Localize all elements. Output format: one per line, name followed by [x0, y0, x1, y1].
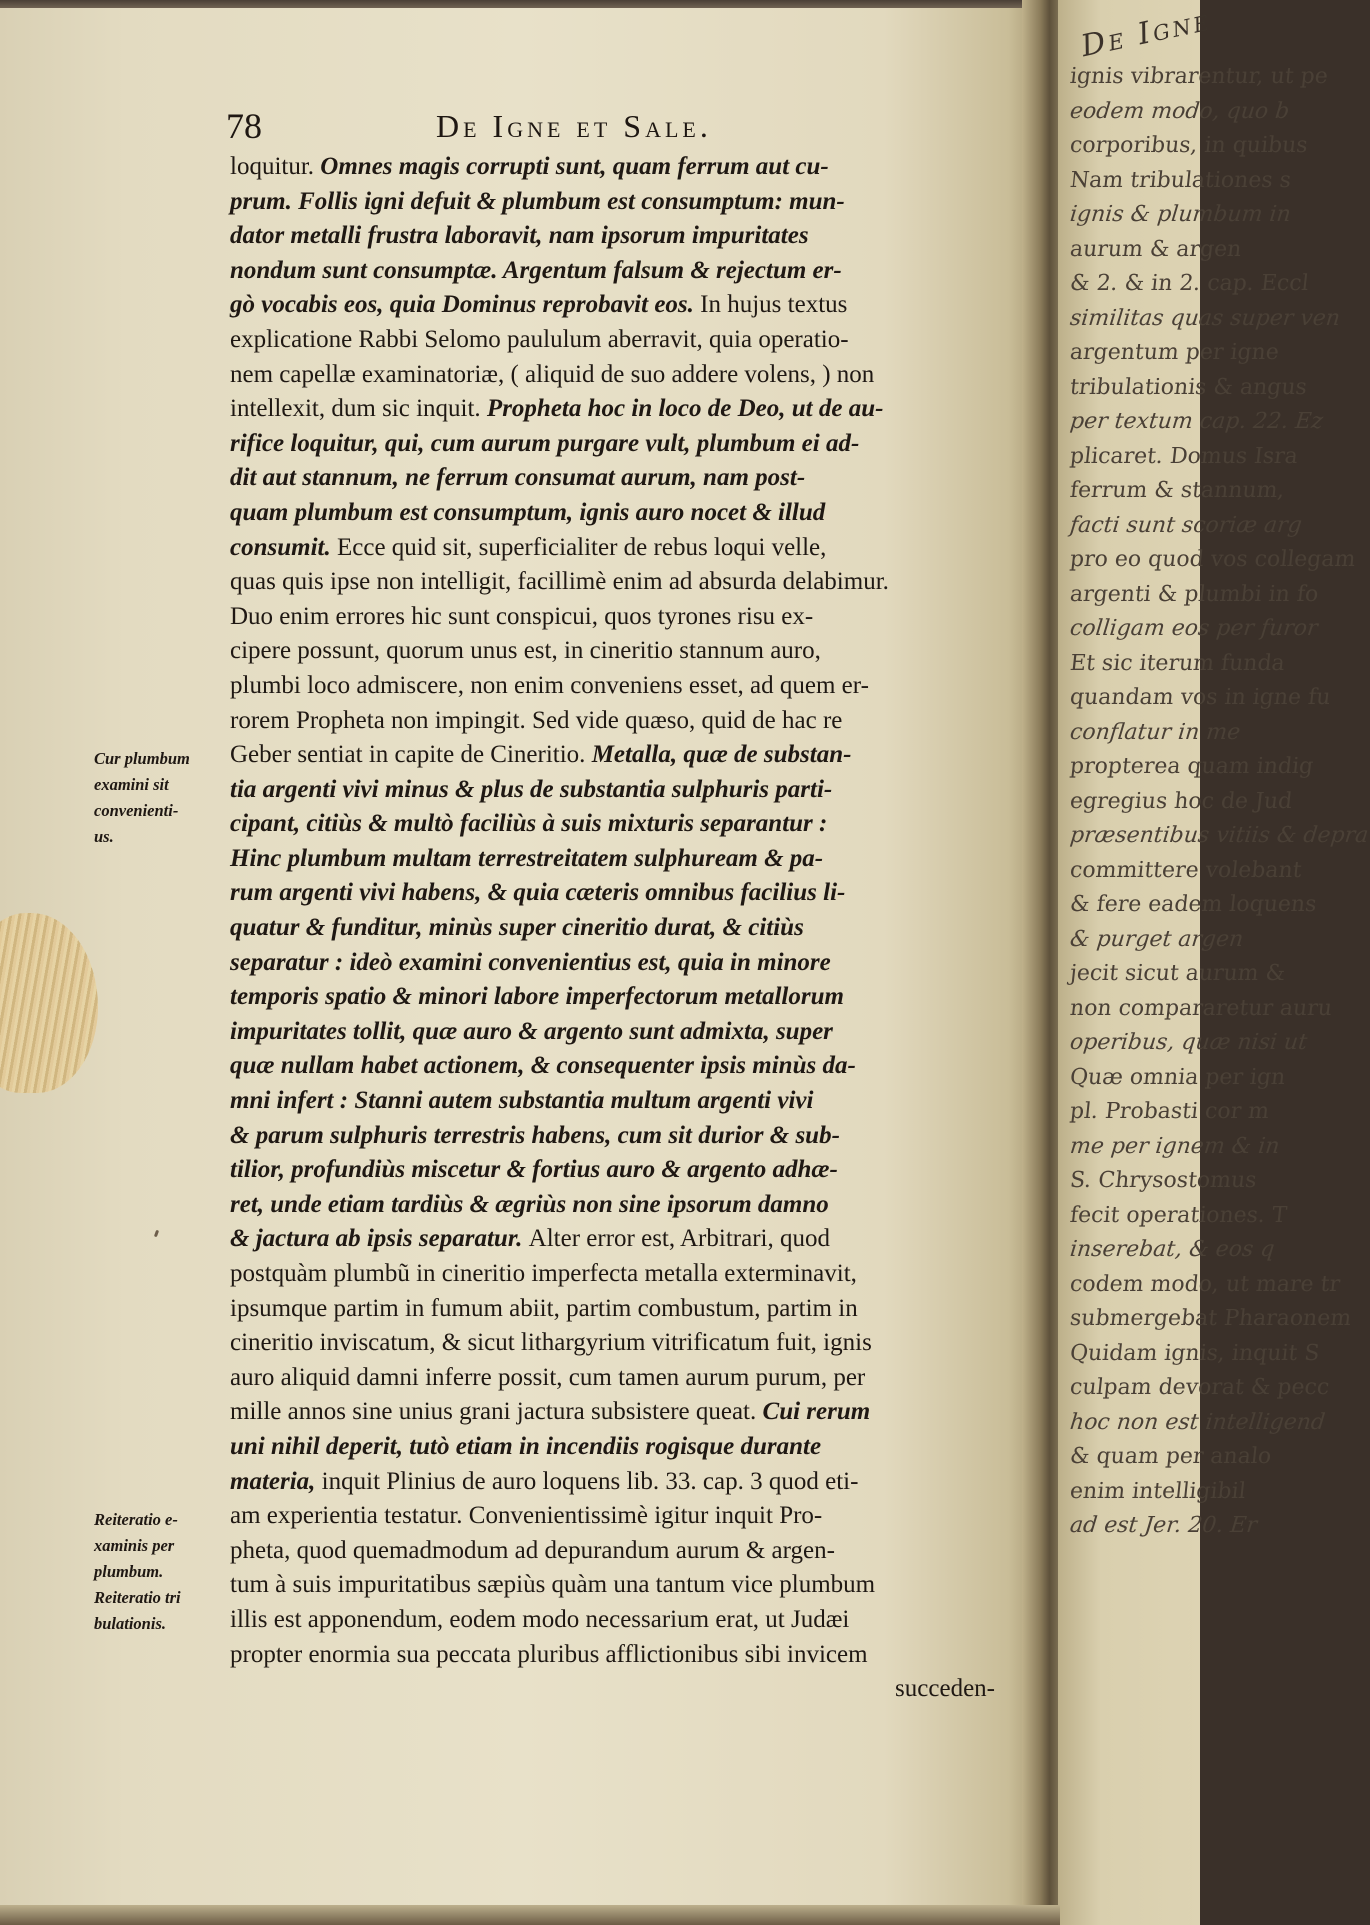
italic-span: mni infert : Stanni autem substantia multum argenti vivi [230, 1087, 814, 1115]
facing-page-line: egregius hoc de Jud [1068, 788, 1294, 814]
text-line [230, 842, 1000, 877]
text-line [230, 1049, 1000, 1084]
text-line [230, 911, 1000, 946]
roman-span: inquit Plinius de auro loquens lib. 33. cap. 3 quod eti- [321, 1467, 859, 1495]
margin-note-line: Reiteratio tri [94, 1588, 181, 1608]
margin-note-line: Cur plumbum [94, 749, 190, 769]
facing-page-head: De Igne [1078, 2, 1215, 65]
margin-note-line: examini sit [94, 775, 169, 795]
roman-span: nem capellæ examinatoriæ, ( aliquid de suo addere volens, ) non [230, 360, 875, 388]
italic-span: Cui rerum [762, 1398, 871, 1426]
roman-span: rorem Propheta non impingit. Sed vide quæso, quid de hac re [230, 706, 843, 734]
facing-page-line: eodem modo, quo b [1068, 98, 1291, 124]
roman-span: pheta, quod quemadmodum ad depurandum aurum & argen- [230, 1536, 835, 1564]
text-line [230, 358, 1000, 393]
facing-page-line: committere volebant [1068, 857, 1303, 883]
facing-page-line: pro eo quod vos collegam [1068, 547, 1357, 572]
text-line [230, 254, 1000, 289]
facing-page-line: ad est Jer. 20. Er [1068, 1513, 1259, 1538]
text-line [230, 1361, 1000, 1396]
italic-span: tia argenti vivi minus & plus de substantia sulphuris parti- [230, 775, 833, 803]
facing-page-line: propterea quam indig [1068, 754, 1315, 779]
roman-span: Geber sentiat in capite de Cineritio. [230, 741, 592, 769]
roman-span: cipere possunt, quorum unus est, in cineritio stannum auro, [230, 637, 821, 665]
text-line [230, 1326, 1000, 1361]
facing-page-line: ferrum & stannum, [1068, 478, 1286, 503]
facing-page-line: culpam devorat & pecc [1068, 1375, 1331, 1400]
margin-note-line: bulationis. [94, 1614, 166, 1634]
facing-page-line: tribulationis & angus [1068, 374, 1309, 400]
text-line [230, 1084, 1000, 1119]
facing-page-line: hoc non est intelligend [1068, 1409, 1327, 1435]
italic-span: Propheta hoc in loco de Deo, ut de au- [486, 395, 884, 423]
facing-page-line: fecit operationes. T [1068, 1202, 1289, 1228]
italic-span: quatur & funditur, minùs super cineritio durat, & citiùs [230, 914, 804, 942]
facing-page-line: ignis & plumbum in [1068, 202, 1293, 227]
italic-span: Metalla, quæ de substan- [591, 741, 852, 769]
facing-page-line: inserebat, & eos q [1068, 1237, 1276, 1262]
facing-page-line: jecit sicut aurum & [1068, 961, 1287, 986]
roman-span: Ecce quid sit, superficialiter de rebus loqui velle, [336, 533, 827, 561]
text-line [230, 773, 1000, 808]
italic-span: dator metalli frustra laboravit, nam ipsorum impuritates [230, 222, 809, 250]
roman-span: auro aliquid damni inferre possit, cum tamen aurum purum, per [230, 1363, 866, 1391]
text-line [230, 392, 1000, 427]
text-line [230, 219, 1000, 254]
roman-span: mille annos sine unius grani jactura subsistere queat. [230, 1398, 763, 1426]
text-line [230, 1534, 1000, 1569]
text-line [230, 185, 1000, 220]
left-page [0, 8, 1040, 1925]
italic-span: uni nihil deperit, tutò etiam in incendiis rogisque durante [230, 1432, 822, 1460]
text-line [230, 1499, 1000, 1534]
roman-span: plumbi loco admiscere, non enim conveniens esset, ad quem er- [230, 671, 869, 699]
facing-page-line: non compararetur auru [1068, 995, 1334, 1021]
text-line [230, 323, 1000, 358]
italic-span: cipant, citiùs & multò faciliùs à suis mixturis separantur : [230, 810, 828, 838]
text-line [230, 634, 1000, 669]
facing-page-line: & 2. & in 2. cap. Eccl [1068, 271, 1310, 296]
italic-span: temporis spatio & minori labore imperfectorum metallorum [230, 983, 844, 1011]
italic-span: tilior, profundiùs miscetur & fortius auro & argento adhæ- [230, 1156, 838, 1184]
text-line [230, 1257, 1000, 1292]
italic-span: ret, unde etiam tardiùs & ægriùs non sine ipsorum damno [230, 1190, 829, 1218]
paper-fiber-blob [0, 913, 98, 1093]
ink-speck [154, 1230, 159, 1238]
text-line [230, 288, 1000, 323]
text-line [230, 876, 1000, 911]
text-line [230, 461, 1000, 496]
roman-span: illis est apponendum, eodem modo necessarium erat, ut Judæi [230, 1605, 850, 1633]
facing-page-line: me per ignem & in [1068, 1133, 1281, 1159]
facing-page-line: facti sunt scoriæ arg [1068, 512, 1304, 538]
text-line [230, 1395, 1000, 1430]
text-line [230, 1465, 1000, 1500]
facing-page-line: Nam tribulationes s [1068, 167, 1293, 193]
facing-page-line: præsentibus vitiis & depra [1068, 823, 1370, 848]
text-line [230, 1638, 1000, 1673]
text-line [230, 1188, 1000, 1223]
italic-span: gò vocabis eos, quia Dominus reprobavit eos. [230, 291, 701, 319]
italic-span: rum argenti vivi habens, & quia cæteris omnibus facilius li- [230, 879, 846, 907]
text-line [230, 946, 1000, 981]
facing-page-line: quandam vos in igne fu [1068, 685, 1332, 710]
roman-span: am experientia testatur. Convenientissimè igitur inquit Pro- [230, 1502, 823, 1530]
text-line [230, 565, 1000, 600]
text-line [230, 704, 1000, 739]
facing-page-line: & quam per analo [1068, 1444, 1273, 1469]
italic-span: nondum sunt consumptæ. Argentum falsum & rejectum er- [230, 256, 842, 284]
facing-page-line: operibus, quæ nisi ut [1068, 1030, 1309, 1055]
roman-span: Alter error est, Arbitrari, quod [528, 1225, 830, 1253]
italic-span: consumit. [230, 533, 337, 561]
roman-span: propter enormia sua peccata pluribus afflictionibus sibi invicem [230, 1640, 868, 1668]
italic-span: prum. Follis igni defuit & plumbum est consumptum: mun- [230, 187, 845, 215]
facing-page-line: codem modo, ut mare tr [1068, 1271, 1342, 1297]
roman-span: postquàm plumbũ in cineritio imperfecta metalla exterminavit, [230, 1260, 857, 1287]
italic-span: & jactura ab ipsis separatur. [230, 1225, 529, 1253]
roman-span: cineritio inviscatum, & sicut lithargyrium vitrificatum fuit, ignis [230, 1329, 872, 1357]
facing-page-line: Quæ omnia per ign [1068, 1064, 1287, 1090]
facing-page-line: S. Chrysostomus [1068, 1168, 1258, 1193]
roman-span: loquitur. [230, 153, 321, 180]
text-line [230, 150, 1000, 185]
margin-note-line: Reiteratio e- [94, 1510, 178, 1530]
text-line [230, 1568, 1000, 1603]
page-number: 78 [226, 106, 262, 146]
text-line [230, 1672, 1000, 1707]
italic-span: separatur : ideò examini convenientius est, quia in minore [230, 948, 831, 976]
running-title: De Igne et Sale. [436, 108, 712, 144]
italic-span: Hinc plumbum multam terrestreitatem sulphuream & pa- [230, 844, 824, 872]
text-line [230, 1153, 1000, 1188]
bottom-book-edge [0, 1905, 1060, 1925]
facing-page-line: plicaret. Domus Isra [1068, 443, 1300, 469]
italic-span: impuritates tollit, quæ auro & argento sunt admixta, super [230, 1017, 833, 1045]
margin-note-line: convenienti- [94, 801, 179, 821]
text-line [230, 738, 1000, 773]
italic-span: Omnes magis corrupti sunt, quam ferrum aut cu- [320, 153, 829, 180]
facing-page-line: colligam eos per furor [1068, 616, 1319, 641]
text-line [230, 1222, 1000, 1257]
roman-span: In hujus textus [700, 291, 848, 319]
facing-page-line: submergebat Pharaonem [1068, 1306, 1353, 1331]
facing-page-line: conflatur in me [1068, 719, 1242, 745]
text-line [230, 1119, 1000, 1154]
italic-span: quam plumbum est consumptum, ignis auro nocet & illud [230, 498, 826, 526]
text-line [230, 1430, 1000, 1465]
roman-span: succeden- [895, 1675, 995, 1703]
roman-span: Duo enim errores hic sunt conspicui, quos tyrones risu ex- [230, 602, 814, 630]
italic-span: rifice loquitur, qui, cum aurum purgare vult, plumbum ei ad- [230, 429, 860, 457]
roman-span: quas quis ipse non intelligit, facillimè enim ad absurda delabimur. [230, 568, 889, 596]
margin-note-line: plumbum. [94, 1562, 164, 1582]
roman-span: tum à suis impuritatibus sæpiùs quàm una tantum vice plumbum [230, 1571, 876, 1599]
text-line [230, 669, 1000, 704]
facing-page-lines [1070, 60, 1368, 1544]
text-line [230, 531, 1000, 566]
facing-page-line: Quidam ignis, inquit S [1068, 1340, 1321, 1366]
margin-note-line: xaminis per [94, 1536, 175, 1556]
facing-page [1058, 0, 1370, 1925]
facing-page-line: Et sic iterum funda [1068, 650, 1287, 676]
facing-page-line: ignis vibrarentur, ut pe [1068, 64, 1330, 89]
text-line [230, 1015, 1000, 1050]
text-line [230, 496, 1000, 531]
body-text [230, 150, 1000, 1707]
text-line [230, 980, 1000, 1015]
facing-page-line: & fere eadem loquens [1068, 892, 1318, 917]
italic-span: quæ nullam habet actionem, & consequenter ipsis minùs da- [230, 1052, 856, 1080]
text-line [230, 600, 1000, 635]
italic-span: dit aut stannum, ne ferrum consumat aurum, nam post- [230, 464, 806, 492]
text-line [230, 1603, 1000, 1638]
text-line [230, 807, 1000, 842]
italic-span: & parum sulphuris terrestris habens, cum sit durior & sub- [230, 1121, 840, 1149]
facing-page-line: pl. Probasti cor m [1068, 1099, 1271, 1124]
text-line [230, 427, 1000, 462]
facing-page-line: & purget argen [1068, 926, 1245, 952]
roman-span: ipsumque partim in fumum abiit, partim combustum, partim in [230, 1294, 858, 1322]
facing-page-line: corporibus, in quibus [1068, 133, 1309, 158]
italic-span: materia, [230, 1467, 322, 1495]
text-line [230, 1292, 1000, 1327]
roman-span: explicatione Rabbi Selomo paululum aberravit, quia operatio- [230, 325, 849, 353]
facing-page-line: argenti & plumbi in fo [1068, 581, 1320, 607]
facing-page-line: argentum per igne [1068, 340, 1281, 365]
facing-page-line: enim intelligibil [1068, 1478, 1247, 1504]
roman-span: intellexit, dum sic inquit. [230, 395, 487, 423]
facing-page-line: per textum cap. 22. Ez [1068, 409, 1325, 434]
facing-page-line: aurum & argen [1068, 236, 1243, 262]
facing-page-line: similitas quas super ven [1068, 305, 1342, 331]
margin-note-line: us. [94, 827, 114, 847]
